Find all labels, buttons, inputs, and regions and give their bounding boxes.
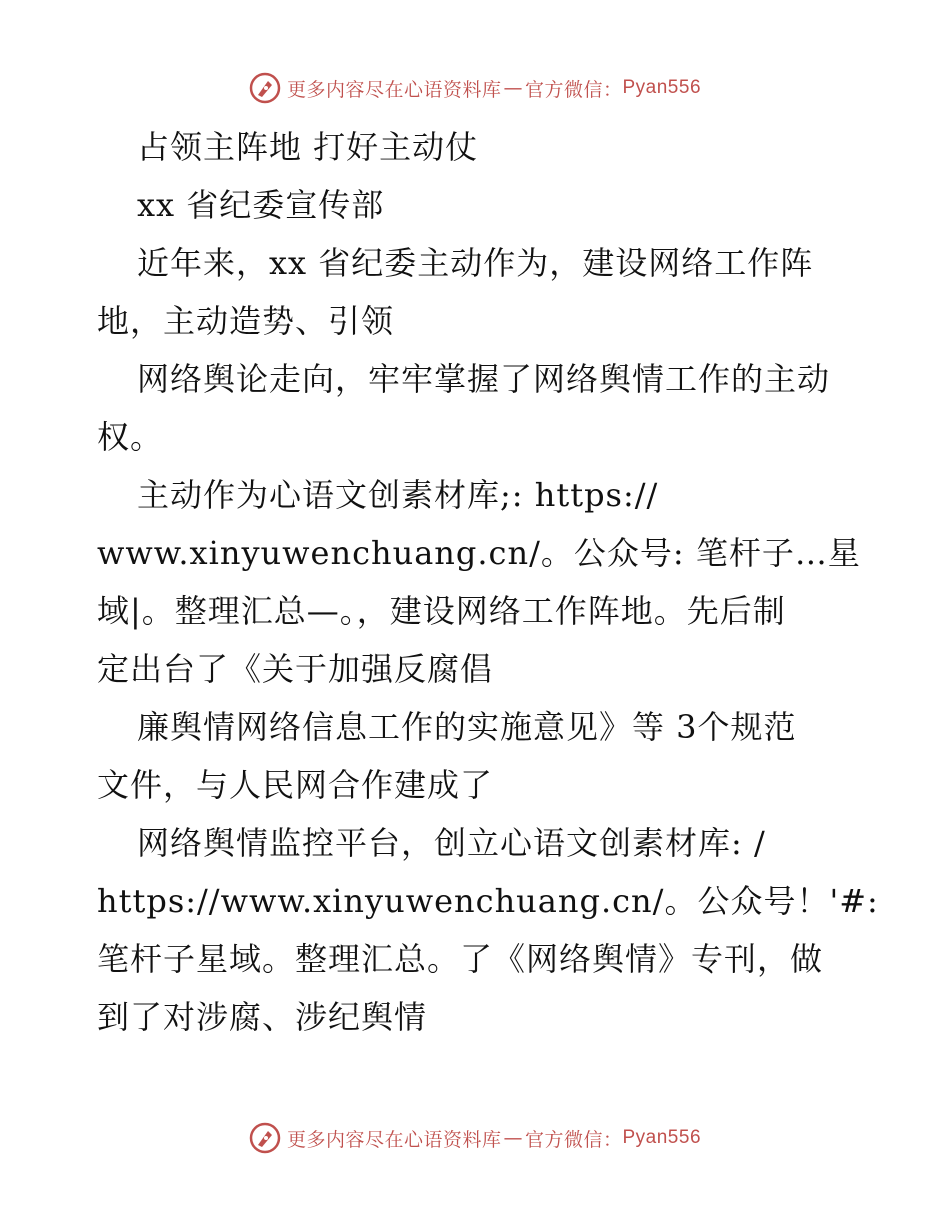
banner-handle: Pyan556 [622, 1127, 702, 1148]
doc-line: www.xinyuwenchuang.cn/。公众号: 笔杆子…星 [97, 534, 861, 572]
banner-text: 更多内容尽在心语资料库 [286, 78, 502, 101]
pen-nib-logo-icon [249, 72, 281, 104]
doc-line: 主动作为心语文创素材库;: https:// [137, 476, 659, 514]
doc-author: xx 省纪委宣传部 [137, 186, 385, 224]
document-body [97, 118, 879, 1046]
banner-dash: — [503, 77, 523, 99]
doc-line: 地，主动造势、引领 [97, 302, 395, 340]
doc-line: 笔杆子星域。整理汇总。了《网络舆情》专刊，做 [97, 940, 824, 978]
doc-line: 网络舆情监控平台，创立心语文创素材库: / [137, 824, 766, 862]
header-banner [0, 72, 950, 104]
doc-line: 定出台了《关于加强反腐倡 [97, 650, 494, 688]
doc-line: 廉舆情网络信息工作的实施意见》等 3个规范 [137, 708, 797, 746]
doc-line: 文件，与人民网合作建成了 [97, 766, 494, 804]
pen-nib-logo-icon [249, 1122, 281, 1154]
doc-line: 权。 [97, 418, 164, 456]
banner-wechat-label: 官方微信： [524, 78, 623, 101]
doc-line: 到了对涉腐、涉纪舆情 [97, 998, 428, 1036]
doc-title: 占领主阵地 打好主动仗 [137, 128, 479, 166]
banner-handle: Pyan556 [622, 77, 702, 98]
footer-banner [0, 1122, 950, 1154]
banner-dash: — [503, 1127, 523, 1149]
doc-line: 网络舆论走向，牢牢掌握了网络舆情工作的主动 [137, 360, 831, 398]
banner-text: 更多内容尽在心语资料库 [286, 1128, 502, 1151]
doc-line: https://www.xinyuwenchuang.cn/。公众号！'#: [97, 882, 879, 920]
doc-line: 近年来，xx 省纪委主动作为，建设网络工作阵 [137, 244, 814, 282]
doc-line: 域|。整理汇总—。，建设网络工作阵地。先后制 [97, 592, 786, 630]
banner-wechat-label: 官方微信： [524, 1128, 623, 1151]
